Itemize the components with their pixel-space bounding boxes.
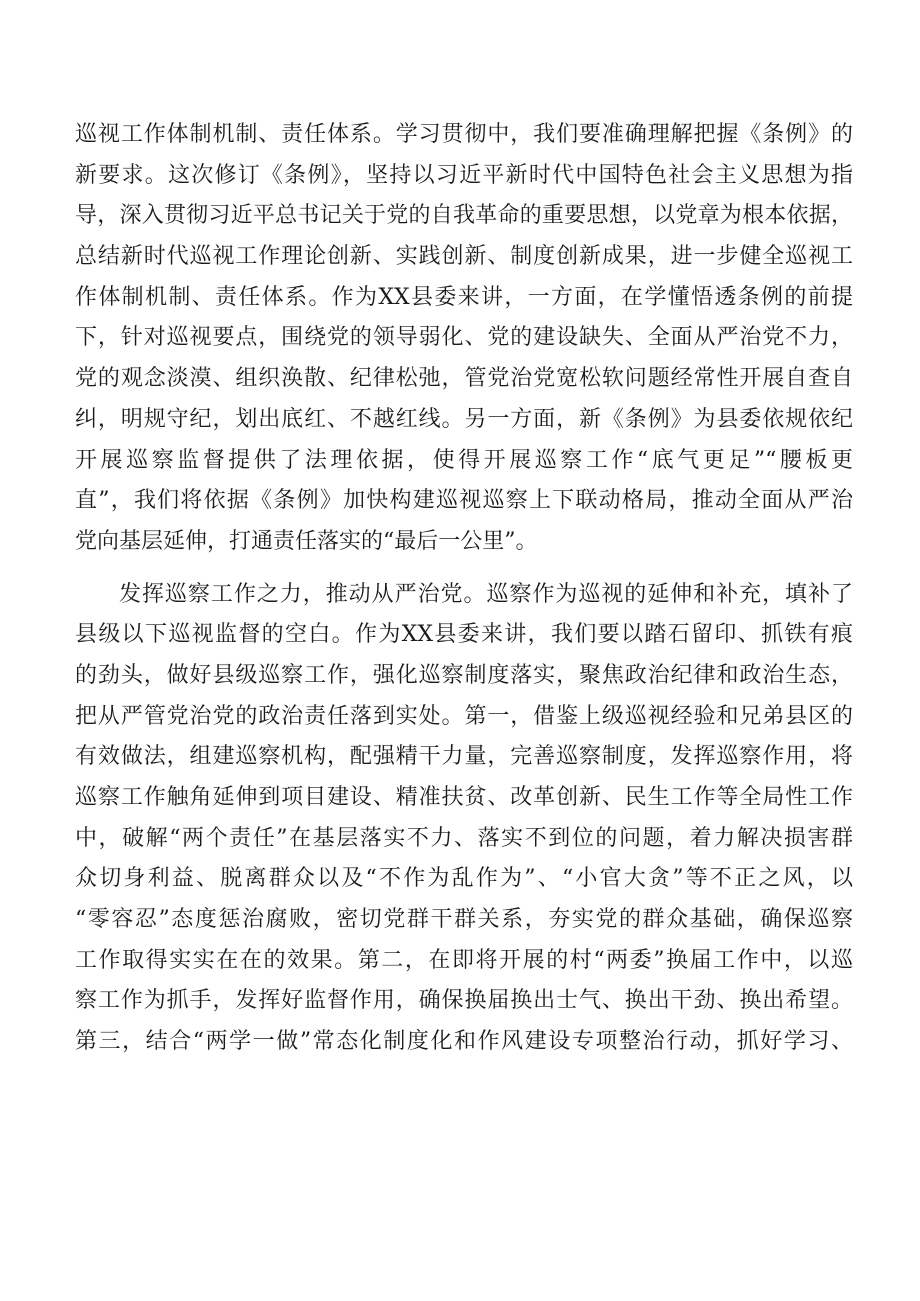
text-line: 纠，明规守纪，划出底红、不越红线。另一方面，新《条例》为县委依规依纪	[75, 406, 853, 432]
text-line: 党的观念淡漠、组织涣散、纪律松弛，管党治党宽松软问题经常性开展自查自	[75, 366, 853, 392]
text-line: 第三，结合“两学一做”常态化制度化和作风建设专项整治行动，抓好学习、	[75, 1029, 853, 1055]
text-line: 总结新时代巡视工作理论创新、实践创新、制度创新成果，进一步健全巡视工	[75, 244, 853, 270]
text-line: 把从严管党治党的政治责任落到实处。第一，借鉴上级巡视经验和兄弟县区的	[75, 703, 853, 729]
text-line: 党向基层延伸，打通责任落实的“最后一公里”。	[75, 528, 538, 554]
text-line: 下，针对巡视要点，围绕党的领导弱化、党的建设缺失、全面从严治党不力，	[75, 325, 853, 351]
paragraph-gap	[75, 563, 853, 575]
text-line: 巡察工作触角延伸到项目建设、精准扶贫、改革创新、民生工作等全局性工作	[75, 785, 853, 810]
text-line: 众切身利益、脱离群众以及“不作为乱作为”、“小官大贪”等不正之风，以	[75, 866, 853, 892]
text-line: 察工作为抓手，发挥好监督作用，确保换届换出士气、换出干劲、换出希望。	[75, 988, 853, 1014]
document-body	[75, 115, 853, 1063]
text-line: 工作取得实实在在的效果。第二，在即将开展的村“两委”换届工作中，以巡	[75, 947, 853, 973]
text-line: 中，破解“两个责任”在基层落实不力、落实不到位的问题，着力解决损害群	[75, 825, 853, 851]
text-line: 县级以下巡视监督的空白。作为XX县委来讲，我们要以踏石留印、抓铁有痕	[75, 622, 853, 648]
paragraph-2	[75, 575, 853, 1063]
text-line: 巡视工作体制机制、责任体系。学习贯彻中，我们要准确理解把握《条例》的	[75, 122, 853, 147]
text-line: 作体制机制、责任体系。作为XX县委来讲，一方面，在学懂悟透条例的前提	[75, 284, 853, 310]
text-line: 的劲头，做好县级巡察工作，强化巡察制度落实，聚焦政治纪律和政治生态，	[75, 662, 853, 688]
text-line: 直”，我们将依据《条例》加快构建巡视巡察上下联动格局，推动全面从严治	[75, 488, 853, 514]
paragraph-1	[75, 115, 853, 563]
text-line: “零容忍”态度惩治腐败，密切党群干群关系，夯实党的群众基础，确保巡察	[75, 907, 853, 933]
text-line: 开展巡察监督提供了法理依据，使得开展巡察工作“底气更足”“腰板更	[75, 447, 853, 473]
text-line: 新要求。这次修订《条例》，坚持以习近平新时代中国特色社会主义思想为指	[75, 162, 853, 188]
text-line: 有效做法，组建巡察机构，配强精干力量，完善巡察制度，发挥巡察作用，将	[75, 744, 853, 770]
text-line: 发挥巡察工作之力，推动从严治党。巡察作为巡视的延伸和补充，填补了	[119, 581, 853, 607]
text-line: 导，深入贯彻习近平总书记关于党的自我革命的重要思想，以党章为根本依据，	[75, 203, 853, 229]
